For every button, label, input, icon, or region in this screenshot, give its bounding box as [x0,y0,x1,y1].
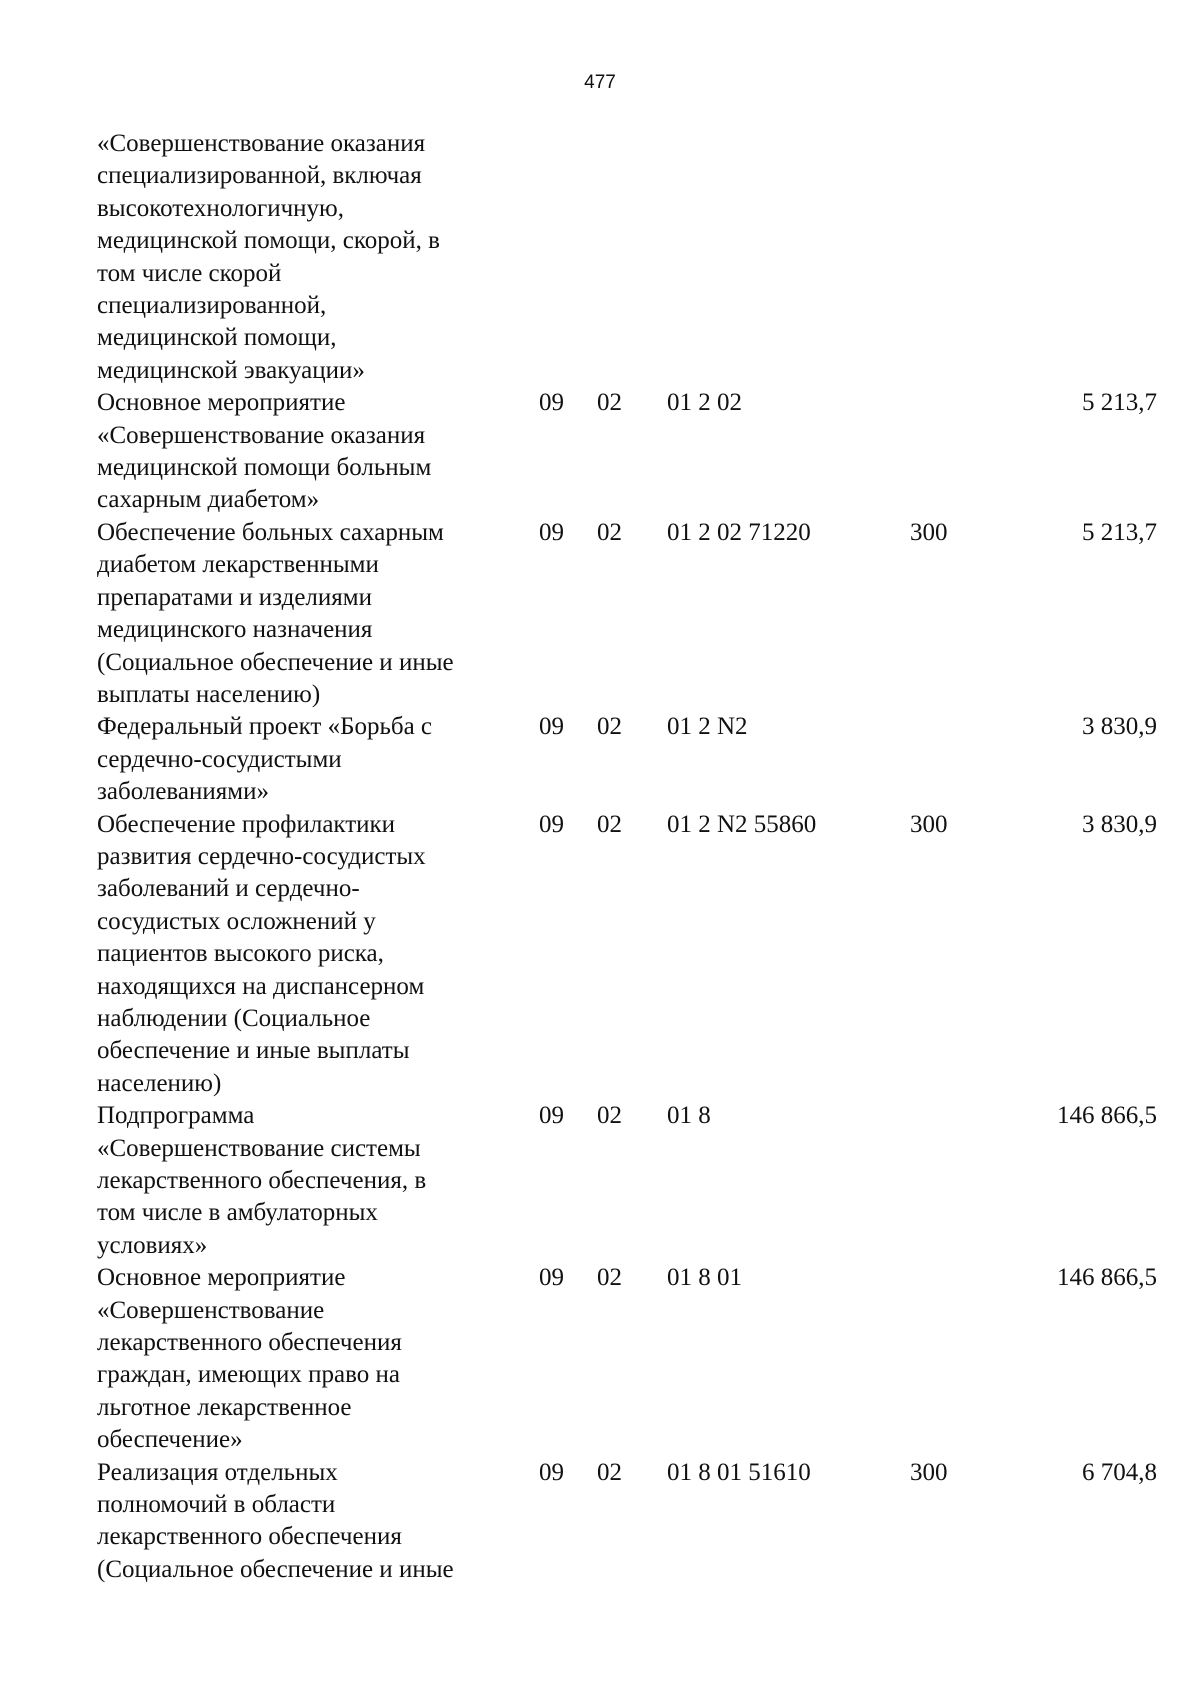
row-amount: 5 213,7 [1082,518,1157,546]
row-name: Федеральный проект «Борьба с сердечно-сосудистыми заболеваниями» [97,713,433,806]
row-target-code: 01 8 [667,1102,711,1130]
row-subsection: 02 [597,713,622,741]
row-subsection: 02 [597,518,622,546]
table-row [97,517,1157,711]
row-target-code: 01 2 N2 [667,713,748,741]
row-target-code: 01 2 02 [667,389,742,417]
row-subsection: 02 [597,389,622,417]
row-amount: 6 704,8 [1082,1458,1157,1486]
row-section: 09 [539,1264,564,1292]
row-name: Реализация отдельных полномочий в области лекарственного обеспечения (Социальное обеспечение и иные [97,1458,454,1583]
table-row [97,1100,1157,1262]
row-target-code: 01 8 01 51610 [667,1458,811,1486]
row-subsection: 02 [597,810,622,838]
table-row [97,1457,1157,1587]
row-target-code: 01 8 01 [667,1264,742,1292]
row-section: 09 [539,1458,564,1486]
row-amount: 146 866,5 [1057,1264,1157,1292]
row-section: 09 [539,518,564,546]
row-section: 09 [539,810,564,838]
row-name: Обеспечение профилактики развития сердечно-сосудистых заболеваний и сердечно- сосудистых осложнений у пациентов высокого риска, находящихся на диспансерном наблюдении (Социальное обеспечение и иные выплаты населению) [97,810,426,1097]
row-amount: 146 866,5 [1057,1102,1157,1130]
row-name: Подпрограмма «Совершенствование системы лекарственного обеспечения, в том числе в амбулаторных условиях» [97,1102,427,1259]
row-section: 09 [539,1102,564,1130]
row-target-code: 01 2 02 71220 [667,518,811,546]
row-amount: 3 830,9 [1082,810,1157,838]
table-row [97,1262,1157,1456]
row-expense-type: 300 [910,518,948,546]
row-target-code: 01 2 N2 55860 [667,810,817,838]
row-section: 09 [539,713,564,741]
row-subsection: 02 [597,1264,622,1292]
table-row [97,711,1157,808]
table-row [97,809,1157,1101]
row-expense-type: 300 [910,1458,948,1486]
row-subsection: 02 [597,1102,622,1130]
row-name: Основное мероприятие «Совершенствование оказания медицинской помощи больным сахарным диабетом» [97,389,432,514]
row-subsection: 02 [597,1458,622,1486]
page-number: 477 [584,72,616,93]
row-amount: 5 213,7 [1082,389,1157,417]
row-name: «Совершенствование оказания специализированной, включая высокотехнологичную, медицинской помощи, скорой, в том числе скорой специализированной, медицинской помощи, медицинской эвакуации» [97,130,440,384]
row-section: 09 [539,389,564,417]
table-row [97,128,1157,387]
row-name: Обеспечение больных сахарным диабетом лекарственными препаратами и изделиями медицинского назначения (Социальное обеспечение и иные выплаты населению) [97,518,454,708]
row-name: Основное мероприятие «Совершенствование лекарственного обеспечения граждан, имеющих право на льготное лекарственное обеспечение» [97,1264,402,1454]
row-expense-type: 300 [910,810,948,838]
budget-table [97,128,1157,1586]
table-row [97,387,1157,517]
row-amount: 3 830,9 [1082,713,1157,741]
